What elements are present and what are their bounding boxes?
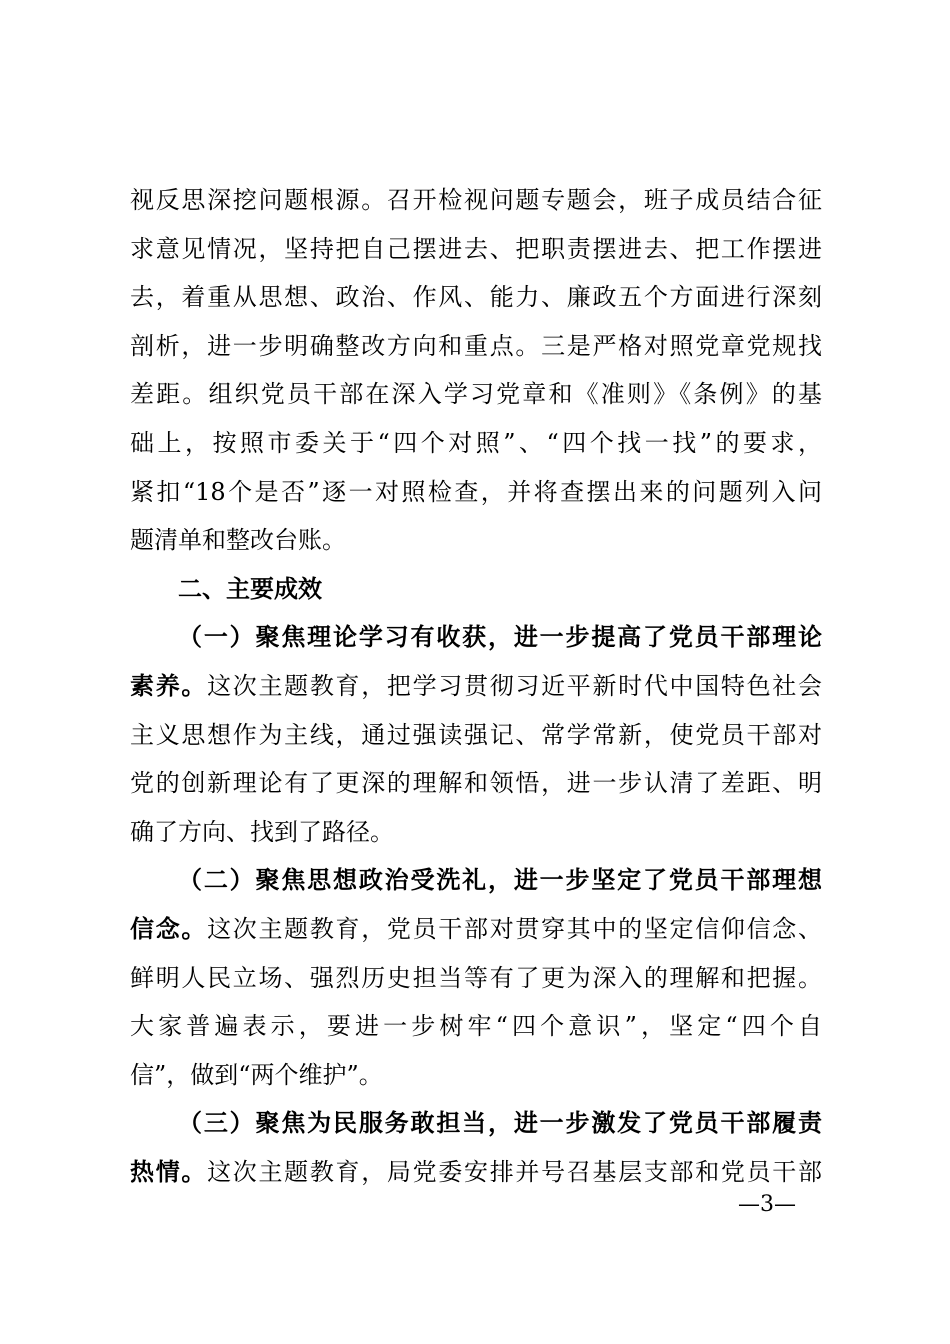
- paragraph-line: 鲜明人民立场、强烈历史担当等有了更为深入的理解和把握。: [130, 963, 822, 992]
- paragraph-line: [130, 662, 822, 711]
- subsection-title-line: （三）聚焦为民服务敢担当，进一步激发了党员干部履责: [178, 1108, 822, 1138]
- paragraph-line: 紧扣“18个是否”逐一对照检查，并将查摆出来的问题列入问: [130, 477, 822, 506]
- section-heading: 二、主要成效: [178, 574, 322, 603]
- paragraph-line: 党的创新理论有了更深的理解和领悟，进一步认清了差距、明: [130, 769, 822, 798]
- paragraph-text: 这次主题教育，局党委安排并号召基层支部和党员干部: [207, 1157, 822, 1186]
- document-body: [130, 176, 822, 1196]
- subsection-title-line: （二）聚焦思想政治受洗礼，进一步坚定了党员干部理想: [178, 865, 822, 895]
- paragraph-line: [130, 1148, 822, 1197]
- paragraph-line: 大家普遍表示，要进一步树牢“四个意识”，坚定“四个自: [130, 1012, 822, 1041]
- paragraph-line: [130, 905, 822, 954]
- paragraph-line: 题清单和整改台账。: [130, 526, 346, 555]
- paragraph-line: 差距。组织党员干部在深入学习党章和《准则》《条例》的基: [130, 380, 822, 409]
- subsection-title-end: 热情。: [130, 1156, 208, 1186]
- paragraph-line: 视反思深挖问题根源。召开检视问题专题会，班子成员结合征: [130, 186, 822, 214]
- paragraph-line: 求意见情况，坚持把自己摆进去、把职责摆进去、把工作摆进: [130, 234, 822, 263]
- paragraph-text: 这次主题教育，把学习贯彻习近平新时代中国特色社会: [207, 671, 822, 700]
- subsection-title-end: 素养。: [130, 670, 208, 700]
- paragraph-text: 这次主题教育，党员干部对贯穿其中的坚定信仰信念、: [207, 914, 822, 943]
- paragraph-line: 确了方向、找到了路径。: [130, 817, 394, 846]
- subsection-title-line: （一）聚焦理论学习有收获，进一步提高了党员干部理论: [178, 622, 822, 652]
- page-number: —3—: [738, 1192, 796, 1217]
- subsection-title-end: 信念。: [130, 913, 208, 943]
- paragraph-line: 去，着重从思想、政治、作风、能力、廉政五个方面进行深刻: [130, 283, 822, 312]
- paragraph-line: 信”，做到“两个维护”。: [130, 1060, 383, 1089]
- paragraph-line: 主义思想作为主线，通过强读强记、常学常新，使党员干部对: [130, 720, 822, 749]
- paragraph-line: 剖析，进一步明确整改方向和重点。三是严格对照党章党规找: [130, 331, 822, 360]
- paragraph-line: 础上，按照市委关于“四个对照”、“四个找一找”的要求，: [130, 428, 822, 457]
